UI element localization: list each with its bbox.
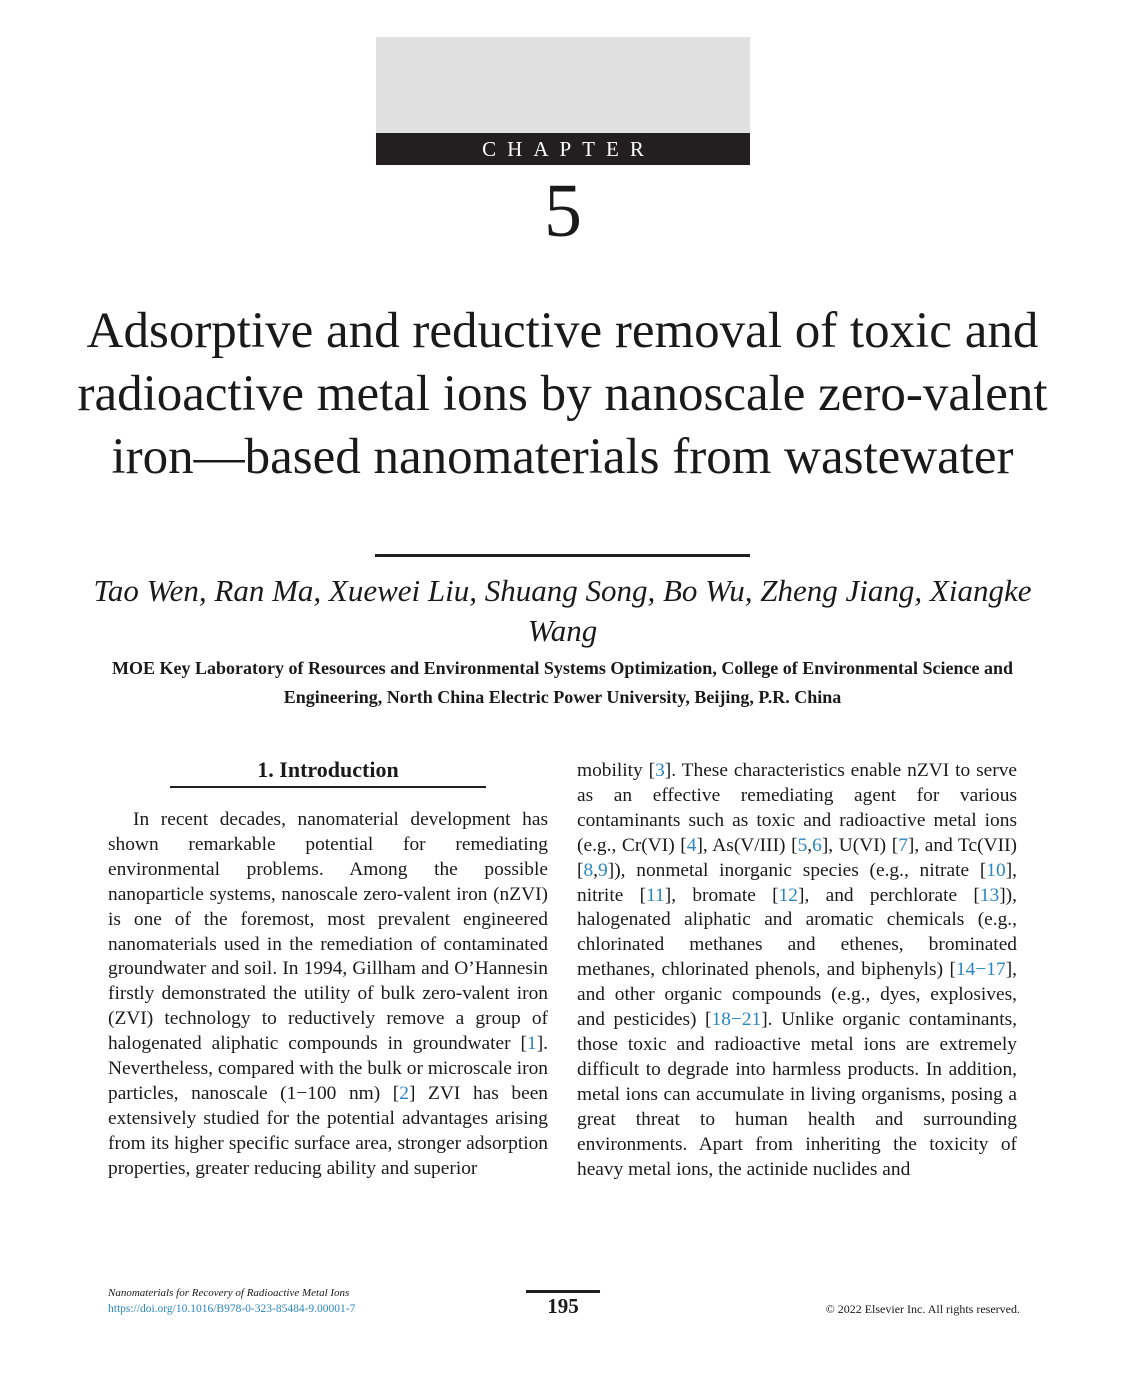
citation-link[interactable]: 18−21 — [711, 1009, 762, 1031]
intro-paragraph-right: mobility [3]. These characteristics enable nZVI to serve as an effective remediating agent for various contaminants such as toxic and radioactive metal ions (e.g., Cr(VI) [4], As(V/III) [5,6], U(VI) [7], and Tc(VII) [8,9]), nonmetal inorganic species (e.g., nitrate [10], nitrite [11], bromate [12], and perchlorate [13]), halogenated aliphatic and aromatic chemicals (e.g., chlorinated methanes and ethenes, brominated methanes, chlorinated phenols, and biphenyls) [14−17], and other organic compounds (e.g., dyes, explosives, and pesticides) [18−21]. Unlike organic contaminants, those toxic and radioactive metal ions are extremely difficult to degrade into harmless products. In addition, metal ions can accumulate in living organisms, posing a great threat to human health and surrounding environments. Apart from inheriting the toxicity of heavy metal ions, the actinide nuclides and — [577, 760, 1018, 1180]
page-number: 195 — [547, 1294, 579, 1318]
author-list: Tao Wen, Ran Ma, Xuewei Liu, Shuang Song, Bo Wu, Zheng Jiang, Xiangke Wang — [93, 573, 1032, 648]
citation-link[interactable]: 7 — [898, 834, 908, 856]
doi-link[interactable]: https://doi.org/10.1016/B978-0-323-85484-9.00001-7 — [108, 1303, 356, 1315]
title-divider — [375, 554, 750, 557]
citation-link[interactable]: 8 — [583, 859, 594, 881]
citation-link[interactable]: 6 — [812, 834, 822, 856]
citation-link[interactable]: 10 — [986, 859, 1006, 881]
section-heading: 1. Introduction — [257, 757, 399, 782]
chapter-label: CHAPTER — [376, 133, 750, 165]
chapter-header-box — [376, 37, 750, 133]
citation-link[interactable]: 13 — [979, 884, 1000, 906]
citation-link[interactable]: 5 — [797, 834, 808, 856]
page-number-rule — [526, 1290, 600, 1293]
intro-paragraph-left: In recent decades, nanomaterial development has shown remarkable potential for remediating environmental problems. Among the possible nanoparticle systems, nanoscale zero-valent iron (nZVI) is one of the foremost, most prevalent engineered nanomaterials used in the remediation of contaminated groundwater and soil. In 1994, Gillham and O’Hannesin firstly demonstrated the utility of bulk zero-valent iron (ZVI) technology to reductively remove a group of halogenated aliphatic compounds in groundwater [1]. Nevertheless, compared with the bulk or microscale iron particles, nanoscale (1−100 nm) [2] ZVI has been extensively studied for the potential advantages arising from its higher specific surface area, stronger adsorption properties, greater reducing ability and superior — [108, 809, 548, 1179]
citation-link[interactable]: 4 — [686, 834, 697, 856]
citation-link[interactable]: 3 — [655, 760, 665, 781]
copyright-notice: © 2022 Elsevier Inc. All rights reserved. — [825, 1302, 1020, 1316]
chapter-title: Adsorptive and reductive removal of toxic and radioactive metal ions by nanoscale zero-valent iron—based nanomaterials from wastewater — [77, 303, 1048, 485]
section-divider — [170, 786, 486, 788]
body-column-right — [577, 759, 1017, 1182]
citation-link[interactable]: 14−17 — [955, 959, 1006, 981]
citation-link[interactable]: 9 — [598, 859, 608, 881]
chapter-number: 5 — [544, 169, 582, 253]
affiliation: MOE Key Laboratory of Resources and Environmental Systems Optimization, College of Environmental Science and Engineering, North China Electric Power University, Beijing, P.R. China — [112, 658, 1013, 707]
body-column-left — [108, 808, 548, 1182]
citation-link[interactable]: 11 — [646, 884, 665, 906]
citation-link[interactable]: 1 — [526, 1033, 537, 1055]
book-title: Nanomaterials for Recovery of Radioactive Metal Ions — [108, 1287, 350, 1299]
citation-link[interactable]: 2 — [399, 1082, 409, 1104]
citation-link[interactable]: 12 — [778, 884, 798, 906]
